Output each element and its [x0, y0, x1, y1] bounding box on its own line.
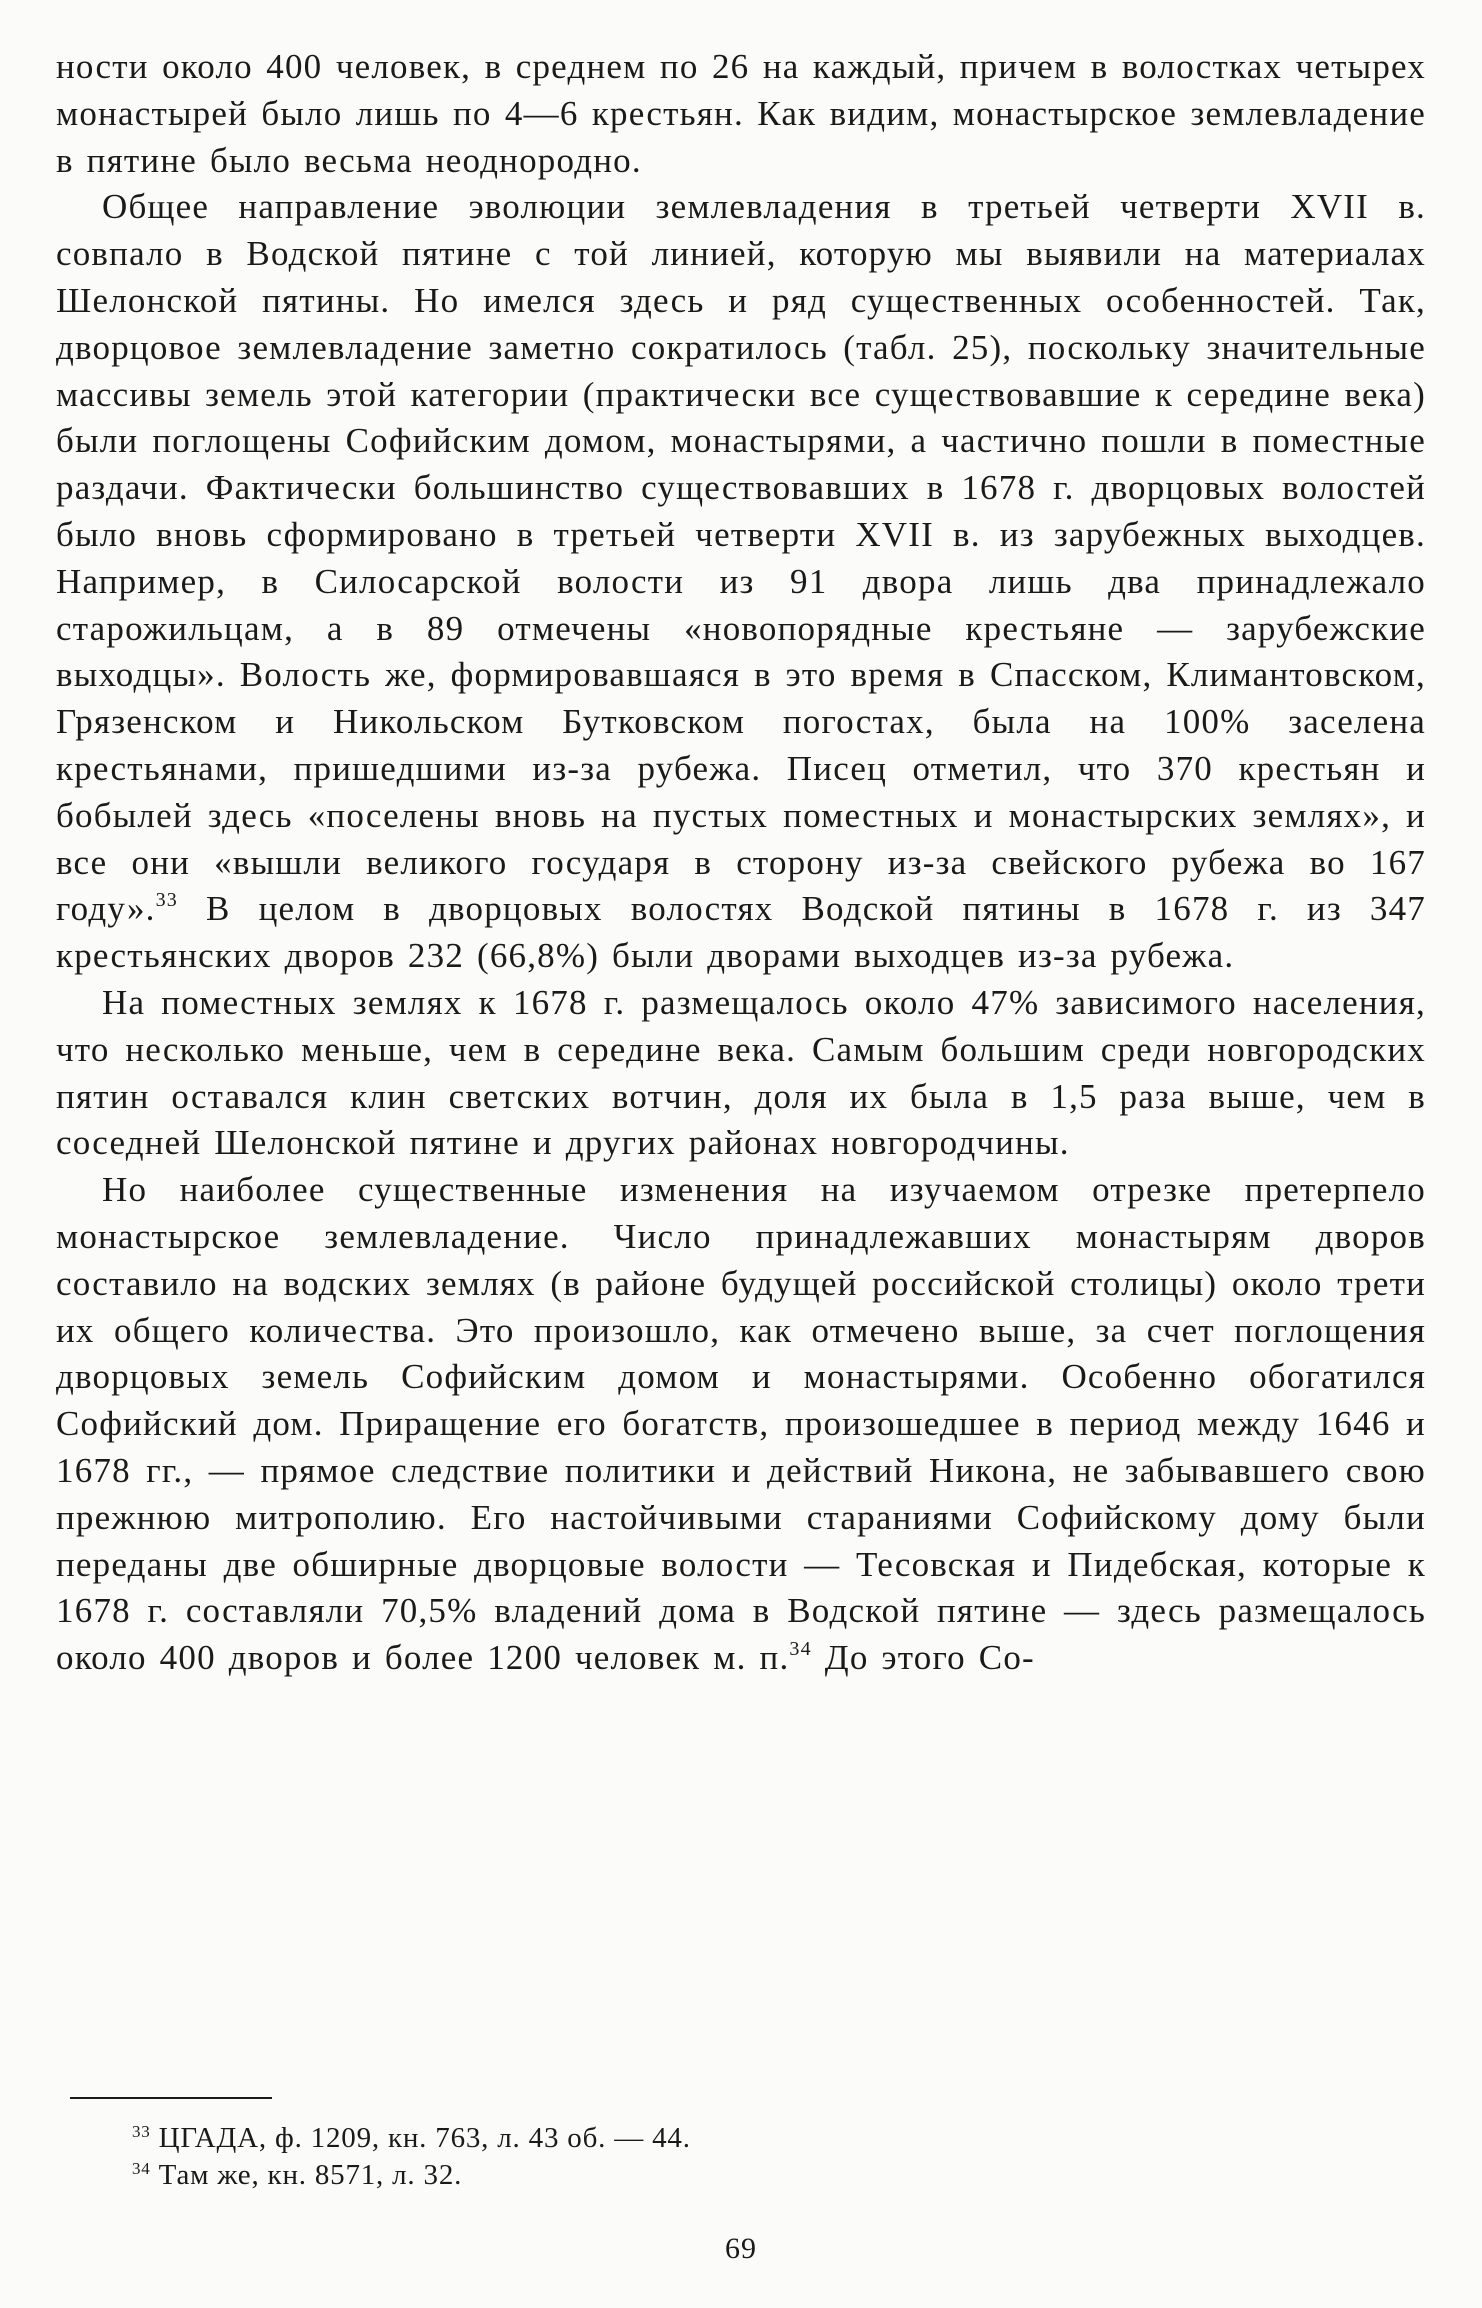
page-number: 69: [725, 2232, 757, 2265]
footnote-text: Там же, кн. 8571, л. 32.: [150, 2159, 463, 2191]
paragraph: [56, 184, 1426, 980]
footnote-text: ЦГАДА, ф. 1209, кн. 763, л. 43 об. — 44.: [150, 2122, 691, 2154]
footnote-ref: 33: [155, 889, 179, 912]
paragraph: [56, 980, 1426, 1167]
footnote-separator: [70, 2097, 272, 2099]
paragraph-text: ности около 400 человек, в среднем по 26 на каждый, причем в волостках четырех монастырей было лишь по 4—6 крестьян. Как видим, монастырское землевладение в пятине было весьма неоднородно.: [56, 47, 1426, 180]
footnotes: [132, 2120, 1332, 2194]
body-text: [56, 44, 1426, 1682]
paragraph-text: Но наиболее существенные изменения на изучаемом отрезке претерпело монастырское землевладение. Число принадлежавших монастырям дворов составило на водских землях (в районе будущей российской столицы) около трети их общего количества. Это произошло, как отмечено выше, за счет поглощения дворцовых земель Софийским домом и монастырями. Особенно обогатился Софийский дом. Приращение его богатств, произошедшее в период между 1646 и 1678 гг., — прямое следствие политики и действий Никона, не забывавшего свою прежнюю митрополию. Его настойчивыми стараниями Софийскому дому были переданы две обширные дворцовые волости — Тесовская и Пидебская, которые к 1678 г. составляли 70,5% владений дома в Водской пятине — здесь размещалось около 400 дворов и более 1200 человек м. п.: [56, 1170, 1426, 1678]
paragraph: [56, 1167, 1426, 1682]
footnote-ref: 34: [789, 1638, 812, 1661]
paragraph-text: До этого Со-: [811, 1638, 1035, 1678]
paragraph-text: Общее направление эволюции землевладения в третьей четверти XVII в. совпало в Водской пятине с той линией, которую мы выявили на материалах Шелонской пятины. Но имелся здесь и ряд существенных особенностей. Так, дворцовое землевладение заметно сократилось (табл. 25), поскольку значительные массивы земель этой категории (практически все существовавшие к середине века) были поглощены Софийским домом, монастырями, а частично пошли в поместные раздачи. Фактически большинство существовавших в 1678 г. дворцовых волостей было вновь сформировано в третьей четверти XVII в. из зарубежных выходцев. Например, в Силосарской волости из 91 двора лишь два принадлежало старожильцам, а в 89 отмечены «новопорядные крестьяне — зарубежские выходцы». Волость же, формировавшаяся в это время в Спасском, Климантовском, Грязенском и Никольском Бутковском погостах, была на 100% заселена крестьянами, пришедшими из-за рубежа. Писец отметил, что 370 крестьян и бобылей здесь «поселены вновь на пустых поместных и монастырских землях», и все они «вышли великого государя в сторону из-за свейского рубежа во 167 году».: [56, 187, 1426, 929]
footnote: [132, 2120, 1332, 2157]
footnote-mark: 34: [132, 2159, 151, 2178]
footnote-mark: 33: [132, 2122, 151, 2141]
paragraph: [56, 44, 1426, 184]
main-text: [56, 44, 1426, 1682]
paragraph-text: На поместных землях к 1678 г. размещалось около 47% зависимого населения, что несколько меньше, чем в середине века. Самым большим среди новгородских пятин оставался клин светских вотчин, доля их была в 1,5 раза выше, чем в соседней Шелонской пятине и других районах новгородчины.: [56, 982, 1426, 1163]
paragraph-text: В целом в дворцовых волостях Водской пятины в 1678 г. из 347 крестьянских дворов 232 (66,8%) были дворами выходцев из-за рубежа.: [56, 889, 1426, 976]
footnote: [132, 2157, 1332, 2194]
